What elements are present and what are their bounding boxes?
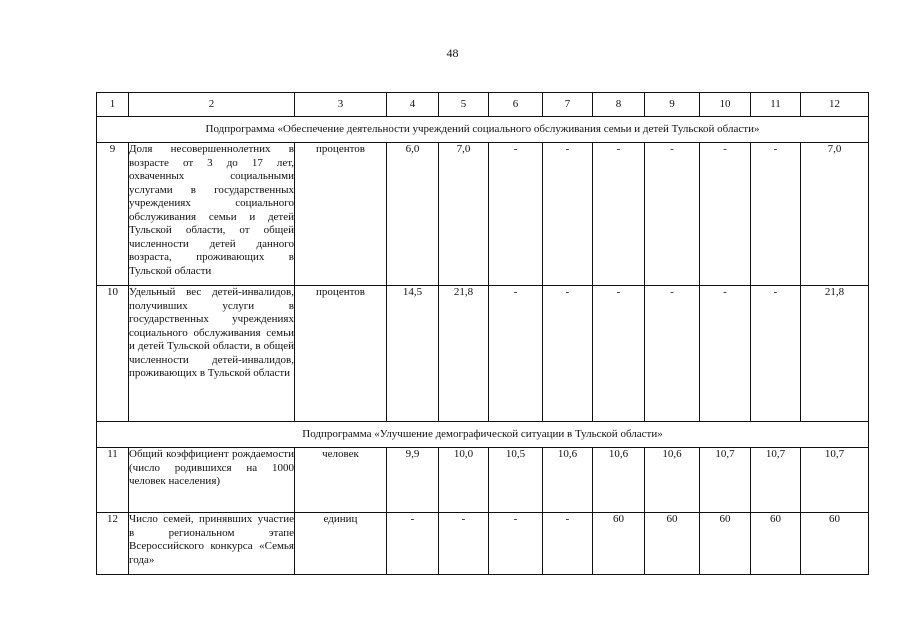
value-cell: 21,8 <box>439 286 489 422</box>
value-cell: - <box>387 513 439 575</box>
value-cell: 10,7 <box>751 448 801 513</box>
subprogram-row <box>97 422 869 448</box>
table-row <box>97 143 869 286</box>
value-cell: 60 <box>645 513 700 575</box>
value-cell: - <box>543 143 593 286</box>
indicator-name: Число семей, принявших участие в региональном этапе Всероссийского конкурса «Семья года» <box>129 513 295 575</box>
value-cell: - <box>700 143 751 286</box>
value-cell: 60 <box>593 513 645 575</box>
table-row <box>97 286 869 422</box>
value-cell: 10,5 <box>489 448 543 513</box>
value-cell: - <box>543 513 593 575</box>
unit-cell: единиц <box>295 513 387 575</box>
row-number: 9 <box>97 143 129 286</box>
value-cell: - <box>543 286 593 422</box>
indicator-name: Удельный вес детей-инвалидов, получивших услуги в государственных учреждениях социального обслуживания семьи и детей Тульской области, в общей численности детей-инвалидов, проживающих в Тульской области <box>129 286 295 422</box>
value-cell: - <box>751 143 801 286</box>
row-number: 11 <box>97 448 129 513</box>
value-cell: 9,9 <box>387 448 439 513</box>
indicator-name: Общий коэффициент рождаемости (число родившихся на 1000 человек населения) <box>129 448 295 513</box>
value-cell: 60 <box>751 513 801 575</box>
indicator-name: Доля несовершеннолетних в возрасте от 3 до 17 лет, охваченных социальными услугами в государственных учреждениях социального обслуживания семьи и детей Тульской области, от общей численности детей данного возраста, проживающих в Тульской области <box>129 143 295 286</box>
column-header: 5 <box>439 93 489 117</box>
value-cell: - <box>593 143 645 286</box>
column-header: 12 <box>801 93 869 117</box>
value-cell: 10,6 <box>593 448 645 513</box>
column-header: 7 <box>543 93 593 117</box>
value-cell: 10,7 <box>700 448 751 513</box>
value-cell: - <box>700 286 751 422</box>
value-cell: 60 <box>700 513 751 575</box>
value-cell: - <box>645 286 700 422</box>
page-number: 48 <box>446 46 459 60</box>
column-header: 11 <box>751 93 801 117</box>
column-header: 1 <box>97 93 129 117</box>
column-header: 3 <box>295 93 387 117</box>
row-number: 10 <box>97 286 129 422</box>
value-cell: 10,7 <box>801 448 869 513</box>
value-cell: 10,6 <box>645 448 700 513</box>
value-cell: - <box>489 513 543 575</box>
column-header: 9 <box>645 93 700 117</box>
value-cell: - <box>645 143 700 286</box>
value-cell: - <box>489 143 543 286</box>
value-cell: 60 <box>801 513 869 575</box>
column-header: 4 <box>387 93 439 117</box>
table-row <box>97 448 869 513</box>
unit-cell: процентов <box>295 286 387 422</box>
row-number: 12 <box>97 513 129 575</box>
unit-cell: человек <box>295 448 387 513</box>
unit-cell: процентов <box>295 143 387 286</box>
value-cell: 6,0 <box>387 143 439 286</box>
value-cell: 21,8 <box>801 286 869 422</box>
column-header: 2 <box>129 93 295 117</box>
column-header: 8 <box>593 93 645 117</box>
value-cell: - <box>439 513 489 575</box>
value-cell: - <box>489 286 543 422</box>
value-cell: 10,6 <box>543 448 593 513</box>
value-cell: - <box>751 286 801 422</box>
subprogram-title: Подпрограмма «Обеспечение деятельности учреждений социального обслуживания семьи и детей Тульской области» <box>97 117 869 143</box>
column-number-row <box>97 93 869 117</box>
table-row <box>97 513 869 575</box>
value-cell: 7,0 <box>439 143 489 286</box>
value-cell: 7,0 <box>801 143 869 286</box>
indicators-table <box>96 92 869 575</box>
value-cell: - <box>593 286 645 422</box>
value-cell: 10,0 <box>439 448 489 513</box>
column-header: 10 <box>700 93 751 117</box>
value-cell: 14,5 <box>387 286 439 422</box>
subprogram-row <box>97 117 869 143</box>
column-header: 6 <box>489 93 543 117</box>
subprogram-title: Подпрограмма «Улучшение демографической ситуации в Тульской области» <box>97 422 869 448</box>
